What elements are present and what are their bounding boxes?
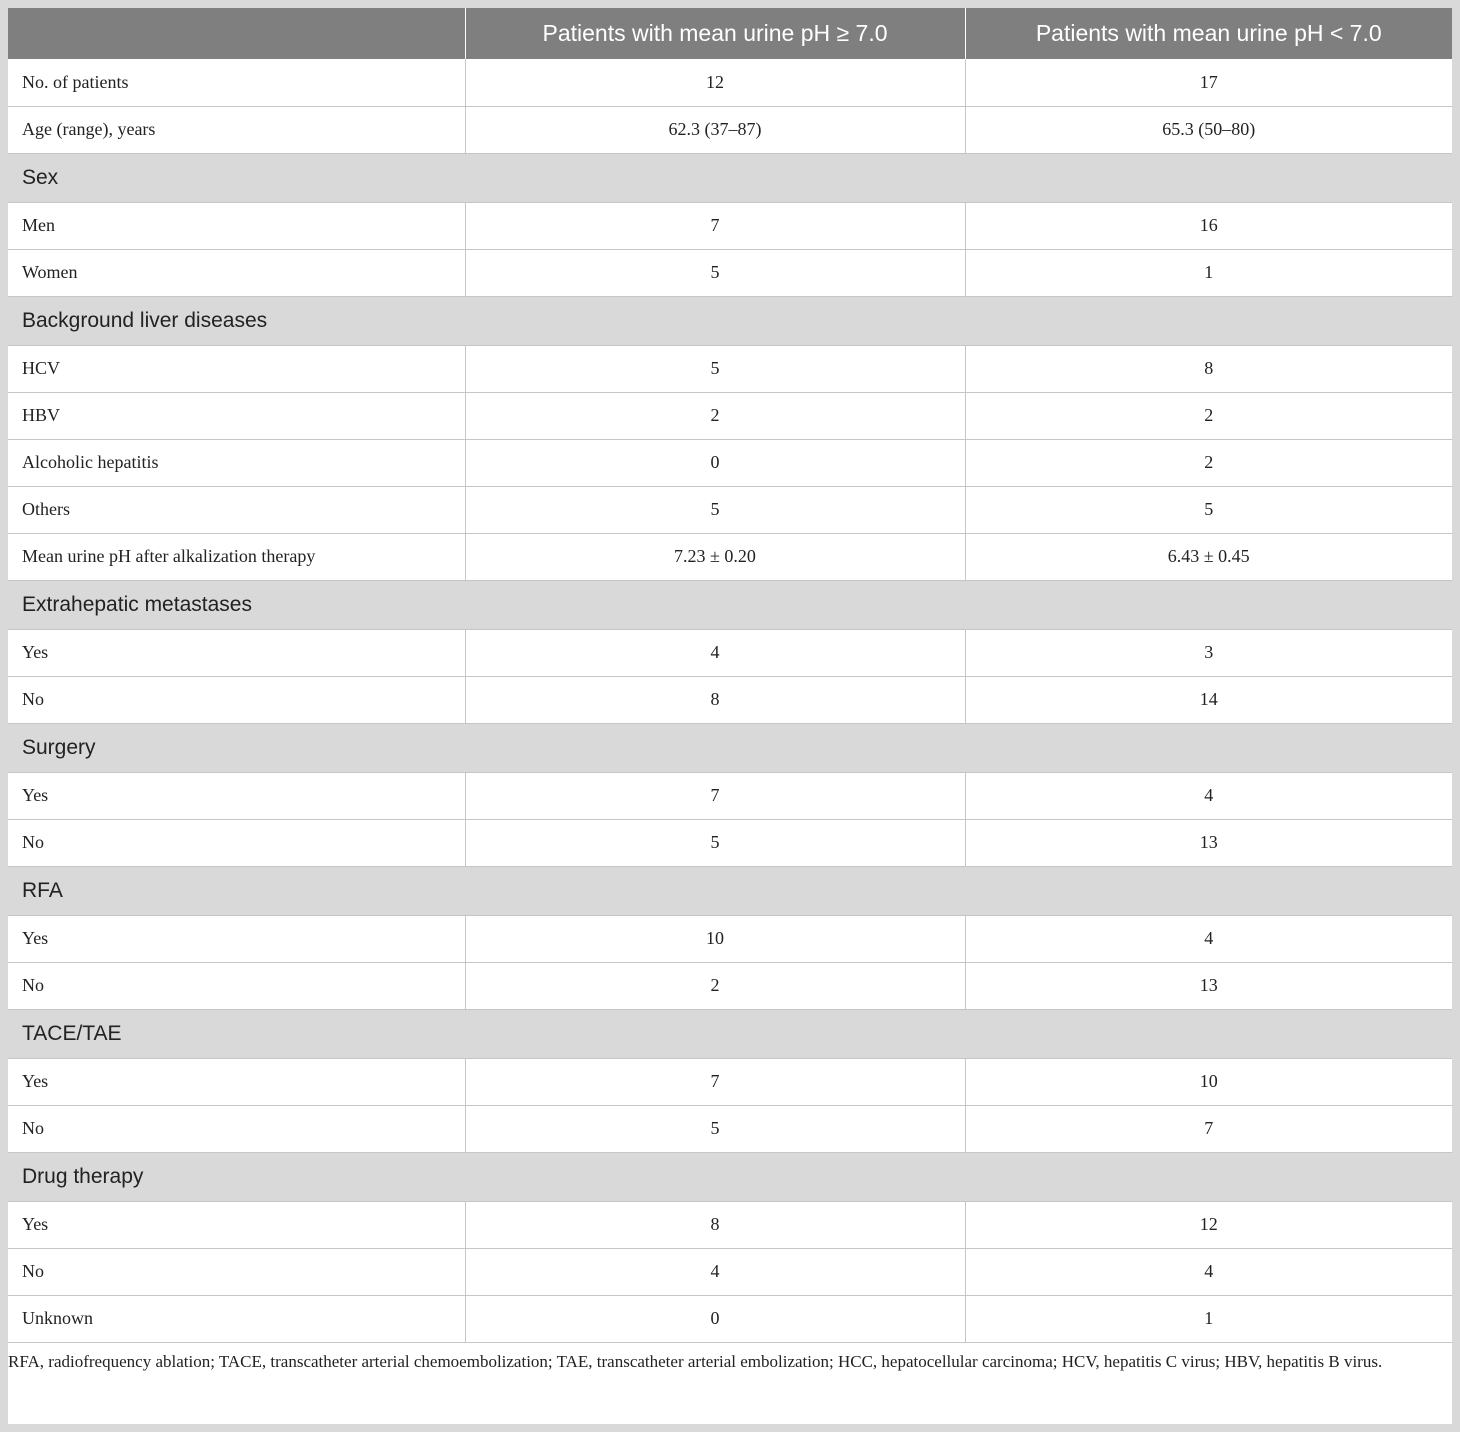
- section-label: Extrahepatic metastases: [8, 580, 1452, 629]
- cell-ph-high: 8: [465, 1201, 965, 1248]
- table-body: [8, 59, 1452, 1342]
- row-label: No: [8, 819, 465, 866]
- table-row: [8, 249, 1452, 296]
- cell-ph-low: 17: [965, 59, 1452, 106]
- table-row: [8, 962, 1452, 1009]
- section-label: Background liver diseases: [8, 296, 1452, 345]
- cell-ph-low: 6.43 ± 0.45: [965, 533, 1452, 580]
- cell-ph-high: 5: [465, 1105, 965, 1152]
- section-label: Drug therapy: [8, 1152, 1452, 1201]
- row-label: Others: [8, 486, 465, 533]
- cell-ph-low: 8: [965, 345, 1452, 392]
- cell-ph-low: 14: [965, 676, 1452, 723]
- table-row: [8, 106, 1452, 153]
- section-label: TACE/TAE: [8, 1009, 1452, 1058]
- row-label: HBV: [8, 392, 465, 439]
- section-row: [8, 866, 1452, 915]
- cell-ph-high: 5: [465, 486, 965, 533]
- table-row: [8, 533, 1452, 580]
- cell-ph-high: 7.23 ± 0.20: [465, 533, 965, 580]
- cell-ph-high: 7: [465, 1058, 965, 1105]
- cell-ph-high: 0: [465, 439, 965, 486]
- row-label: No: [8, 676, 465, 723]
- row-label: No: [8, 962, 465, 1009]
- table-row: [8, 915, 1452, 962]
- section-label: Surgery: [8, 723, 1452, 772]
- section-row: [8, 1152, 1452, 1201]
- row-label: Yes: [8, 772, 465, 819]
- header-cell-ph-high: Patients with mean urine pH ≥ 7.0: [465, 8, 965, 59]
- cell-ph-high: 5: [465, 345, 965, 392]
- table-row: [8, 1248, 1452, 1295]
- cell-ph-low: 4: [965, 1248, 1452, 1295]
- cell-ph-low: 1: [965, 1295, 1452, 1342]
- table-row: [8, 1295, 1452, 1342]
- cell-ph-low: 4: [965, 772, 1452, 819]
- patient-characteristics-table: [8, 8, 1452, 1343]
- section-row: [8, 1009, 1452, 1058]
- table-row: [8, 59, 1452, 106]
- cell-ph-high: 2: [465, 962, 965, 1009]
- row-label: Yes: [8, 1058, 465, 1105]
- section-row: [8, 723, 1452, 772]
- section-row: [8, 296, 1452, 345]
- row-label: Women: [8, 249, 465, 296]
- cell-ph-low: 12: [965, 1201, 1452, 1248]
- cell-ph-high: 62.3 (37–87): [465, 106, 965, 153]
- table-row: [8, 392, 1452, 439]
- header-row: [8, 8, 1452, 59]
- cell-ph-high: 8: [465, 676, 965, 723]
- row-label: Yes: [8, 629, 465, 676]
- table-row: [8, 772, 1452, 819]
- row-label: No. of patients: [8, 59, 465, 106]
- cell-ph-low: 13: [965, 819, 1452, 866]
- cell-ph-high: 4: [465, 1248, 965, 1295]
- cell-ph-low: 5: [965, 486, 1452, 533]
- cell-ph-low: 16: [965, 202, 1452, 249]
- table-row: [8, 202, 1452, 249]
- cell-ph-high: 7: [465, 772, 965, 819]
- table-footnote: RFA, radiofrequency ablation; TACE, transcatheter arterial chemoembolization; TAE, transcatheter arterial embolization; HCC, hepatocellular carcinoma; HCV, hepatitis C virus; HBV, hepatitis B virus.: [8, 1351, 1383, 1371]
- table-row: [8, 486, 1452, 533]
- cell-ph-low: 1: [965, 249, 1452, 296]
- row-label: Age (range), years: [8, 106, 465, 153]
- cell-ph-high: 7: [465, 202, 965, 249]
- row-label: No: [8, 1248, 465, 1295]
- cell-ph-high: 10: [465, 915, 965, 962]
- table-header: [8, 8, 1452, 59]
- row-label: Yes: [8, 1201, 465, 1248]
- table-row: [8, 1201, 1452, 1248]
- row-label: Yes: [8, 915, 465, 962]
- header-cell-label: [8, 8, 465, 59]
- table-container: [8, 8, 1452, 1424]
- header-cell-ph-low: Patients with mean urine pH < 7.0: [965, 8, 1452, 59]
- cell-ph-low: 7: [965, 1105, 1452, 1152]
- section-label: Sex: [8, 153, 1452, 202]
- table-row: [8, 819, 1452, 866]
- row-label: Mean urine pH after alkalization therapy: [8, 533, 465, 580]
- row-label: Alcoholic hepatitis: [8, 439, 465, 486]
- row-label: No: [8, 1105, 465, 1152]
- row-label: Unknown: [8, 1295, 465, 1342]
- section-label: RFA: [8, 866, 1452, 915]
- cell-ph-low: 10: [965, 1058, 1452, 1105]
- table-row: [8, 629, 1452, 676]
- row-label: Men: [8, 202, 465, 249]
- section-row: [8, 153, 1452, 202]
- cell-ph-high: 4: [465, 629, 965, 676]
- table-row: [8, 439, 1452, 486]
- cell-ph-low: 4: [965, 915, 1452, 962]
- table-row: [8, 345, 1452, 392]
- table-row: [8, 676, 1452, 723]
- row-label: HCV: [8, 345, 465, 392]
- table-row: [8, 1058, 1452, 1105]
- cell-ph-high: 12: [465, 59, 965, 106]
- cell-ph-high: 0: [465, 1295, 965, 1342]
- cell-ph-low: 2: [965, 439, 1452, 486]
- cell-ph-low: 2: [965, 392, 1452, 439]
- cell-ph-high: 5: [465, 819, 965, 866]
- cell-ph-low: 13: [965, 962, 1452, 1009]
- cell-ph-high: 2: [465, 392, 965, 439]
- table-row: [8, 1105, 1452, 1152]
- section-row: [8, 580, 1452, 629]
- cell-ph-high: 5: [465, 249, 965, 296]
- cell-ph-low: 3: [965, 629, 1452, 676]
- cell-ph-low: 65.3 (50–80): [965, 106, 1452, 153]
